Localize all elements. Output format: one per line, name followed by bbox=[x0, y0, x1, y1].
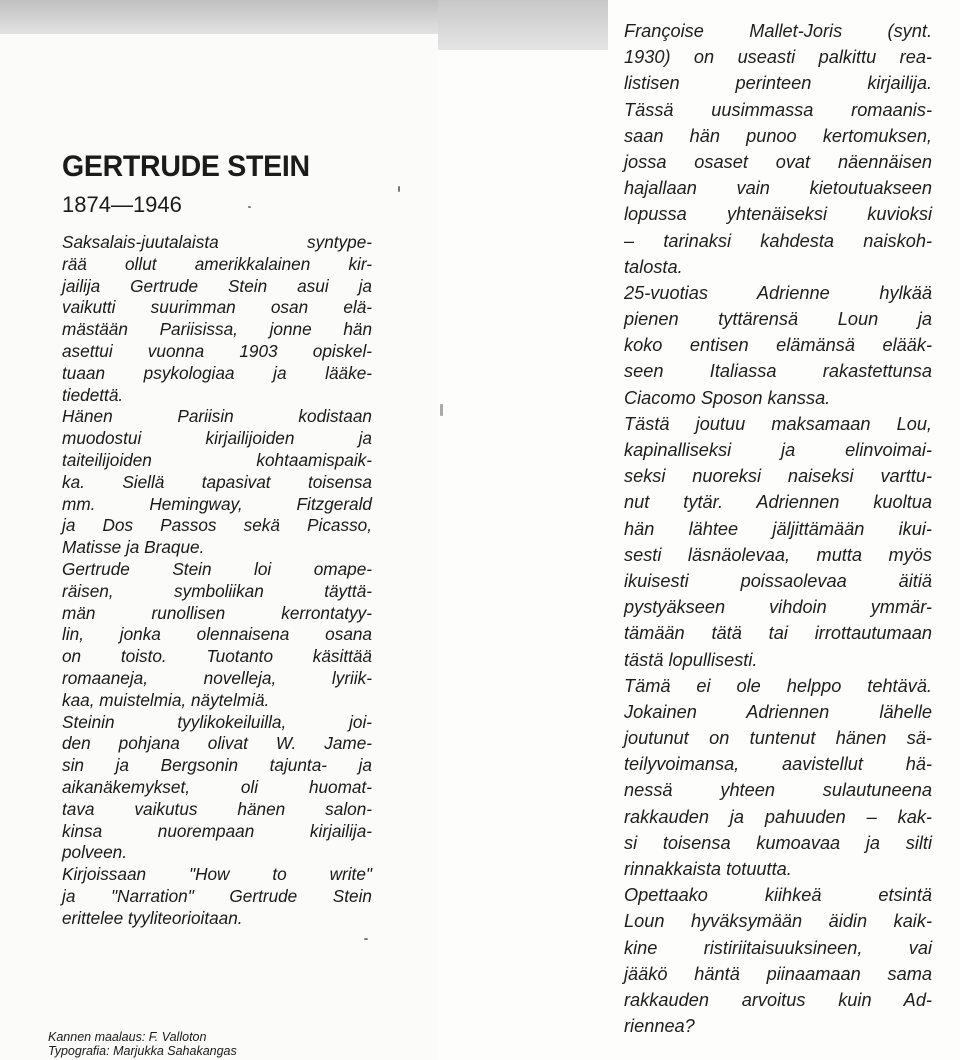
bio-line: ja "Narration" Gertrude Stein bbox=[62, 885, 372, 906]
blurb-line: listisen perinteen kirjailija. bbox=[624, 73, 932, 94]
bio-line: sin ja Bergsonin tajunta- ja bbox=[62, 755, 372, 776]
blurb-line: kine ristiriitaisuuksineen, vai bbox=[624, 937, 932, 958]
blurb-line: kapinalliseksi ja elinvoimai- bbox=[624, 440, 932, 460]
blurb-line: nut tytär. Adriennen kuoltua bbox=[624, 492, 932, 513]
bio-line: tava vaikutus hänen salon- bbox=[62, 798, 372, 819]
bio-line: romaaneja, novelleja, lyriik- bbox=[62, 667, 372, 688]
blurb-line: seksi nuoreksi naiseksi varttu- bbox=[624, 466, 932, 487]
bio-line: on toisto. Tuotanto käsittää bbox=[62, 646, 372, 667]
blurb-line: tästä lopullisesti. bbox=[624, 649, 758, 670]
blurb-line: rakkauden arvoitus kuin Ad- bbox=[624, 989, 932, 1010]
scan-speck bbox=[364, 938, 368, 940]
blurb-line: saan hän punoo kertomuksen, bbox=[624, 125, 932, 146]
bio-line: tiedettä. bbox=[62, 384, 124, 405]
bio-line: Kirjoissaan "How to write" bbox=[62, 864, 372, 885]
bio-line: Matisse ja Braque. bbox=[62, 537, 205, 558]
blurb-line: – tarinaksi kahdesta naiskoh- bbox=[624, 230, 932, 251]
typography-credit: Typografia: Marjukka Sahakangas bbox=[48, 1044, 237, 1058]
blurb-line: Tämä ei ole helppo tehtävä. bbox=[624, 675, 932, 696]
blurb-line: koko entisen elämänsä elääk- bbox=[624, 335, 932, 356]
blurb-line: rakkauden ja pahuuden – kak- bbox=[624, 806, 932, 827]
blurb-line: hajallaan vain kietoutuakseen bbox=[624, 178, 932, 199]
bio-line: polveen. bbox=[62, 842, 127, 863]
bio-line: kinsa nuorempaan kirjailija- bbox=[62, 820, 372, 841]
blurb-line: pienen tyttärensä Loun ja bbox=[624, 309, 932, 330]
credits bbox=[48, 1030, 348, 1058]
blurb-line: Jokainen Adriennen lähelle bbox=[624, 701, 932, 722]
bio-line: jailija Gertrude Stein asui ja bbox=[62, 275, 372, 296]
scan-shadow bbox=[438, 0, 608, 50]
bio-line: män runollisen kerrontatyy- bbox=[62, 602, 372, 623]
blurb-line: joutunut on tuntenut hänen sä- bbox=[624, 728, 932, 749]
bio-line: aikanäkemykset, oli huomat- bbox=[62, 776, 372, 797]
blurb-line: seen Italiassa rakastettunsa bbox=[624, 361, 932, 382]
bio-line: Hänen Pariisin kodistaan bbox=[62, 406, 372, 427]
blurb-line: jääkö häntä piinaamaan sama bbox=[624, 963, 932, 984]
blurb-line: lopussa yhtenäiseksi kuvioksi bbox=[624, 204, 932, 225]
bio-line: muodostui kirjailijoiden ja bbox=[62, 428, 372, 449]
blurb-line: Tässä uusimmassa romaanis- bbox=[624, 99, 932, 120]
bio-line: mm. Hemingway, Fitzgerald bbox=[62, 493, 372, 514]
blurb-line: teilyvoimansa, aavistellut hä- bbox=[624, 754, 932, 775]
bio-line: asettui vuonna 1903 opiskel- bbox=[62, 340, 372, 361]
scan-speck bbox=[398, 186, 400, 192]
book-blurb bbox=[624, 18, 932, 1039]
blurb-line: nessä yhteen sulautuneena bbox=[624, 780, 932, 801]
blurb-line: Opettaako kiihkeä etsintä bbox=[624, 885, 932, 906]
bio-line: erittelee tyyliteorioitaan. bbox=[62, 907, 243, 928]
blurb-line: rinnakkaista totuutta. bbox=[624, 859, 792, 879]
bio-line: kaa, muistelmia, näytelmiä. bbox=[62, 689, 270, 710]
blurb-line: hän lähtee jäljittämään ikui- bbox=[624, 518, 932, 539]
blurb-line: jossa osaset ovat näennäisen bbox=[624, 151, 932, 172]
cover-credit: Kannen maalaus: F. Valloton bbox=[48, 1030, 207, 1044]
bio-line: mästään Pariisissa, jonne hän bbox=[62, 319, 372, 340]
blurb-line: pystyäkseen vihdoin ymmär- bbox=[624, 597, 932, 618]
bio-line: Saksalais-juutalaista syntype- bbox=[62, 232, 372, 252]
blurb-line: riennea? bbox=[624, 1016, 695, 1037]
bio-line: ka. Siellä tapasivat toisensa bbox=[62, 471, 372, 492]
blurb-line: 1930) on useasti palkittu rea- bbox=[624, 47, 932, 68]
bio-line: den pohjana olivat W. Jame- bbox=[62, 733, 372, 754]
blurb-line: Ciacomo Sposon kanssa. bbox=[624, 387, 831, 408]
author-biography bbox=[62, 232, 372, 930]
blurb-line: Loun hyväksymään äidin kaik- bbox=[624, 911, 932, 932]
bio-line: rää ollut amerikkalainen kir- bbox=[62, 253, 372, 274]
author-name: GERTRUDE STEIN bbox=[62, 150, 310, 183]
bio-line: Gertrude Stein loi omape- bbox=[62, 558, 372, 579]
author-years: 1874—1946 bbox=[62, 192, 182, 217]
blurb-line: tämään tätä tai irrottautumaan bbox=[624, 623, 932, 644]
blurb-line: Tästä joutuu maksamaan Lou, bbox=[624, 413, 932, 434]
blurb-line: sesti läsnäolevaa, mutta myös bbox=[624, 544, 932, 565]
bio-line: Steinin tyylikokeiluilla, joi- bbox=[62, 711, 372, 732]
blurb-line: 25-vuotias Adrienne hylkää bbox=[624, 282, 932, 303]
bio-line: tuaan psykologiaa ja lääke- bbox=[62, 362, 372, 383]
scan-speck bbox=[248, 206, 251, 208]
bio-line: lin, jonka olennaisena osana bbox=[62, 624, 372, 645]
bio-line: vaikutti suurimman osan elä- bbox=[62, 297, 372, 318]
bio-line: räisen, symboliikan täyttä- bbox=[62, 580, 372, 601]
blurb-line: ikuisesti poissaolevaa äitiä bbox=[624, 570, 932, 591]
scan-speck bbox=[440, 404, 443, 416]
blurb-line: Françoise Mallet-Joris (synt. bbox=[624, 21, 932, 41]
bio-line: taiteilijoiden kohtaamispaik- bbox=[62, 449, 372, 470]
blurb-line: talosta. bbox=[624, 256, 683, 277]
blurb-line: si toisensa kumoavaa ja silti bbox=[624, 832, 932, 853]
bio-line: ja Dos Passos sekä Picasso, bbox=[62, 515, 372, 536]
